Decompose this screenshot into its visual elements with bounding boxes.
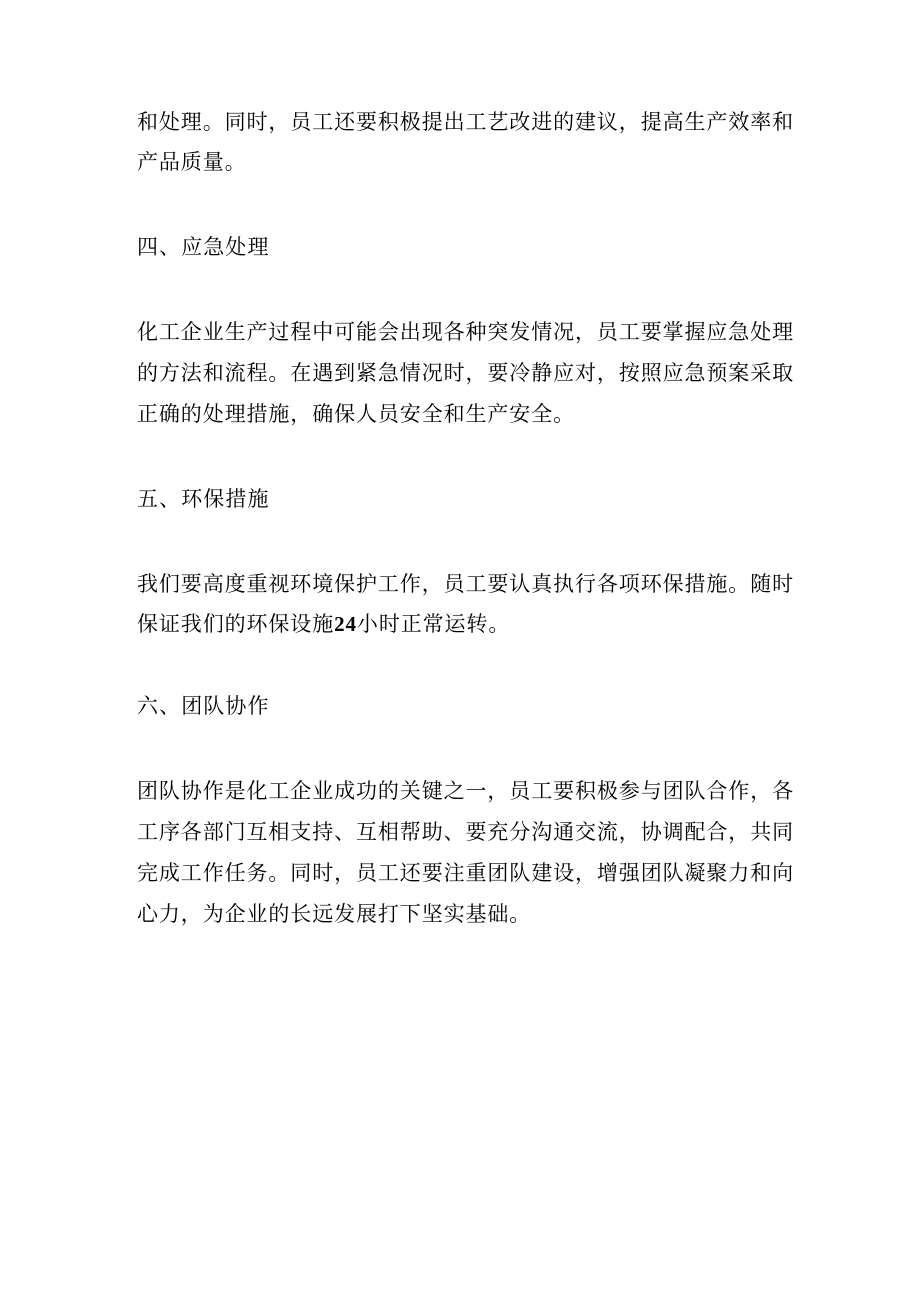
paragraph-line: 和处理。同时，员工还要积极提出工艺改进的建议，提高生产效率和 [137,110,794,134]
section-heading-environment: 五、环保措施 [137,487,270,511]
text-run: 保证我们的环保设施 [137,612,335,636]
paragraph-line: 的方法和流程。在遇到紧急情况时，要冷静应对，按照应急预案采取 [137,361,794,385]
paragraph-line: 产品质量。 [137,150,247,174]
paragraph-line: 正确的处理措施，确保人员安全和生产安全。 [137,402,575,426]
paragraph-line: 工序各部门互相支持、互相帮助、要充分沟通交流，协调配合，共同 [137,820,794,844]
section-heading-teamwork: 六、团队协作 [137,694,270,718]
text-run: 小时正常运转。 [356,612,511,636]
paragraph-line: 化工企业生产过程中可能会出现各种突发情况，员工要掌握应急处理 [137,320,794,344]
section-heading-emergency: 四、应急处理 [137,235,270,259]
paragraph-line: 团队协作是化工企业成功的关键之一，员工要积极参与团队合作，各 [137,779,794,803]
paragraph-line: 完成工作任务。同时，员工还要注重团队建设，增强团队凝聚力和向 [137,861,794,885]
hours-number: 24 [334,612,357,636]
paragraph-line [137,608,510,640]
paragraph-line: 我们要高度重视环境保护工作，员工要认真执行各项环保措施。随时 [137,572,794,596]
paragraph-line: 心力，为企业的长远发展打下坚实基础。 [137,902,532,926]
